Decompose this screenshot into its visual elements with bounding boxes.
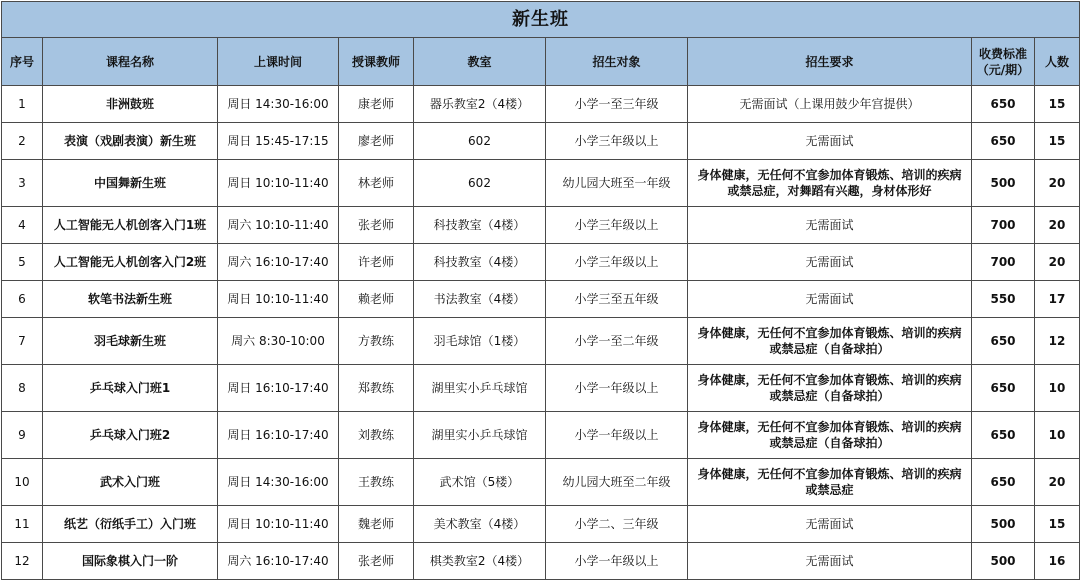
cell-classroom: 棋类教室2（4楼） <box>414 543 546 580</box>
cell-course-name: 中国舞新生班 <box>43 160 218 207</box>
cell-course-name: 纸艺（衍纸手工）入门班 <box>43 506 218 543</box>
cell-target: 小学三年级以上 <box>546 207 688 244</box>
cell-seq: 8 <box>2 365 43 412</box>
cell-classroom: 羽毛球馆（1楼） <box>414 318 546 365</box>
cell-class-time: 周六 8:30-10:00 <box>218 318 339 365</box>
cell-count: 20 <box>1035 459 1080 506</box>
course-schedule-sheet <box>0 1 1080 568</box>
cell-course-name: 国际象棋入门一阶 <box>43 543 218 580</box>
cell-class-time: 周日 10:10-11:40 <box>218 160 339 207</box>
cell-teacher: 廖老师 <box>339 123 414 160</box>
cell-seq: 11 <box>2 506 43 543</box>
cell-count: 20 <box>1035 244 1080 281</box>
cell-fee: 650 <box>972 318 1035 365</box>
cell-fee: 650 <box>972 123 1035 160</box>
cell-requirement: 身体健康，无任何不宜参加体育锻炼、培训的疾病或禁忌症，对舞蹈有兴趣，身材体形好 <box>688 160 972 207</box>
cell-classroom: 器乐教室2（4楼） <box>414 86 546 123</box>
cell-fee: 550 <box>972 281 1035 318</box>
header-seq: 序号 <box>2 38 43 86</box>
cell-teacher: 王教练 <box>339 459 414 506</box>
table-row <box>2 86 1080 123</box>
cell-seq: 3 <box>2 160 43 207</box>
cell-teacher: 刘教练 <box>339 412 414 459</box>
cell-class-time: 周六 10:10-11:40 <box>218 207 339 244</box>
cell-fee: 650 <box>972 459 1035 506</box>
cell-fee: 650 <box>972 86 1035 123</box>
cell-classroom: 湖里实小乒乓球馆 <box>414 365 546 412</box>
cell-requirement: 无需面试（上课用鼓少年宫提供） <box>688 86 972 123</box>
cell-seq: 5 <box>2 244 43 281</box>
table-row <box>2 365 1080 412</box>
cell-target: 小学三至五年级 <box>546 281 688 318</box>
cell-classroom: 书法教室（4楼） <box>414 281 546 318</box>
table-row <box>2 318 1080 365</box>
cell-class-time: 周日 10:10-11:40 <box>218 506 339 543</box>
header-fee <box>972 38 1035 86</box>
cell-target: 小学一年级以上 <box>546 543 688 580</box>
cell-teacher: 张老师 <box>339 207 414 244</box>
header-class-time: 上课时间 <box>218 38 339 86</box>
cell-class-time: 周六 16:10-17:40 <box>218 244 339 281</box>
cell-class-time: 周六 16:10-17:40 <box>218 543 339 580</box>
cell-requirement: 身体健康，无任何不宜参加体育锻炼、培训的疾病或禁忌症 <box>688 459 972 506</box>
cell-course-name: 表演（戏剧表演）新生班 <box>43 123 218 160</box>
cell-count: 15 <box>1035 506 1080 543</box>
cell-classroom: 科技教室（4楼） <box>414 207 546 244</box>
cell-target: 小学三年级以上 <box>546 123 688 160</box>
course-table <box>1 1 1080 580</box>
cell-fee: 650 <box>972 412 1035 459</box>
cell-requirement: 无需面试 <box>688 123 972 160</box>
cell-target: 小学二、三年级 <box>546 506 688 543</box>
cell-teacher: 方教练 <box>339 318 414 365</box>
cell-count: 20 <box>1035 207 1080 244</box>
cell-class-time: 周日 16:10-17:40 <box>218 365 339 412</box>
cell-classroom: 602 <box>414 160 546 207</box>
table-row <box>2 412 1080 459</box>
header-classroom: 教室 <box>414 38 546 86</box>
cell-target: 小学一至二年级 <box>546 318 688 365</box>
table-row <box>2 506 1080 543</box>
cell-course-name: 人工智能无人机创客入门2班 <box>43 244 218 281</box>
cell-fee: 700 <box>972 244 1035 281</box>
header-row <box>2 38 1080 86</box>
cell-teacher: 张老师 <box>339 543 414 580</box>
header-target: 招生对象 <box>546 38 688 86</box>
cell-seq: 2 <box>2 123 43 160</box>
cell-course-name: 羽毛球新生班 <box>43 318 218 365</box>
cell-count: 10 <box>1035 412 1080 459</box>
cell-target: 幼儿园大班至一年级 <box>546 160 688 207</box>
cell-requirement: 无需面试 <box>688 506 972 543</box>
header-fee-line1: 收费标准 <box>978 46 1027 61</box>
table-title: 新生班 <box>2 2 1080 38</box>
header-count: 人数 <box>1035 38 1080 86</box>
cell-teacher: 郑教练 <box>339 365 414 412</box>
cell-count: 12 <box>1035 318 1080 365</box>
cell-target: 幼儿园大班至二年级 <box>546 459 688 506</box>
cell-seq: 1 <box>2 86 43 123</box>
cell-requirement: 无需面试 <box>688 281 972 318</box>
table-row <box>2 207 1080 244</box>
cell-seq: 10 <box>2 459 43 506</box>
table-row <box>2 160 1080 207</box>
cell-fee: 700 <box>972 207 1035 244</box>
cell-class-time: 周日 16:10-17:40 <box>218 412 339 459</box>
cell-teacher: 许老师 <box>339 244 414 281</box>
cell-course-name: 非洲鼓班 <box>43 86 218 123</box>
cell-classroom: 科技教室（4楼） <box>414 244 546 281</box>
cell-requirement: 身体健康，无任何不宜参加体育锻炼、培训的疾病或禁忌症（自备球拍） <box>688 318 972 365</box>
cell-count: 10 <box>1035 365 1080 412</box>
table-row <box>2 543 1080 580</box>
cell-teacher: 林老师 <box>339 160 414 207</box>
cell-seq: 9 <box>2 412 43 459</box>
cell-seq: 7 <box>2 318 43 365</box>
cell-seq: 4 <box>2 207 43 244</box>
cell-seq: 6 <box>2 281 43 318</box>
cell-teacher: 赖老师 <box>339 281 414 318</box>
title-row <box>2 2 1080 38</box>
cell-course-name: 乒乓球入门班2 <box>43 412 218 459</box>
cell-target: 小学一年级以上 <box>546 365 688 412</box>
cell-fee: 500 <box>972 543 1035 580</box>
cell-fee: 500 <box>972 506 1035 543</box>
header-requirement: 招生要求 <box>688 38 972 86</box>
header-fee-line2: （元/期） <box>976 62 1030 77</box>
cell-class-time: 周日 14:30-16:00 <box>218 86 339 123</box>
cell-classroom: 602 <box>414 123 546 160</box>
cell-classroom: 湖里实小乒乓球馆 <box>414 412 546 459</box>
cell-count: 20 <box>1035 160 1080 207</box>
cell-fee: 650 <box>972 365 1035 412</box>
cell-seq: 12 <box>2 543 43 580</box>
cell-requirement: 身体健康，无任何不宜参加体育锻炼、培训的疾病或禁忌症（自备球拍） <box>688 412 972 459</box>
cell-class-time: 周日 14:30-16:00 <box>218 459 339 506</box>
cell-count: 15 <box>1035 86 1080 123</box>
cell-count: 15 <box>1035 123 1080 160</box>
cell-course-name: 软笔书法新生班 <box>43 281 218 318</box>
cell-classroom: 武术馆（5楼） <box>414 459 546 506</box>
header-course-name: 课程名称 <box>43 38 218 86</box>
cell-count: 16 <box>1035 543 1080 580</box>
cell-class-time: 周日 10:10-11:40 <box>218 281 339 318</box>
cell-requirement: 无需面试 <box>688 207 972 244</box>
cell-target: 小学三年级以上 <box>546 244 688 281</box>
cell-count: 17 <box>1035 281 1080 318</box>
header-teacher: 授课教师 <box>339 38 414 86</box>
cell-teacher: 魏老师 <box>339 506 414 543</box>
table-row <box>2 123 1080 160</box>
cell-target: 小学一年级以上 <box>546 412 688 459</box>
table-row <box>2 281 1080 318</box>
table-row <box>2 244 1080 281</box>
cell-class-time: 周日 15:45-17:15 <box>218 123 339 160</box>
cell-requirement: 无需面试 <box>688 244 972 281</box>
cell-requirement: 身体健康，无任何不宜参加体育锻炼、培训的疾病或禁忌症（自备球拍） <box>688 365 972 412</box>
table-row <box>2 459 1080 506</box>
cell-target: 小学一至三年级 <box>546 86 688 123</box>
cell-course-name: 乒乓球入门班1 <box>43 365 218 412</box>
cell-requirement: 无需面试 <box>688 543 972 580</box>
cell-classroom: 美术教室（4楼） <box>414 506 546 543</box>
cell-teacher: 康老师 <box>339 86 414 123</box>
cell-course-name: 武术入门班 <box>43 459 218 506</box>
cell-fee: 500 <box>972 160 1035 207</box>
cell-course-name: 人工智能无人机创客入门1班 <box>43 207 218 244</box>
